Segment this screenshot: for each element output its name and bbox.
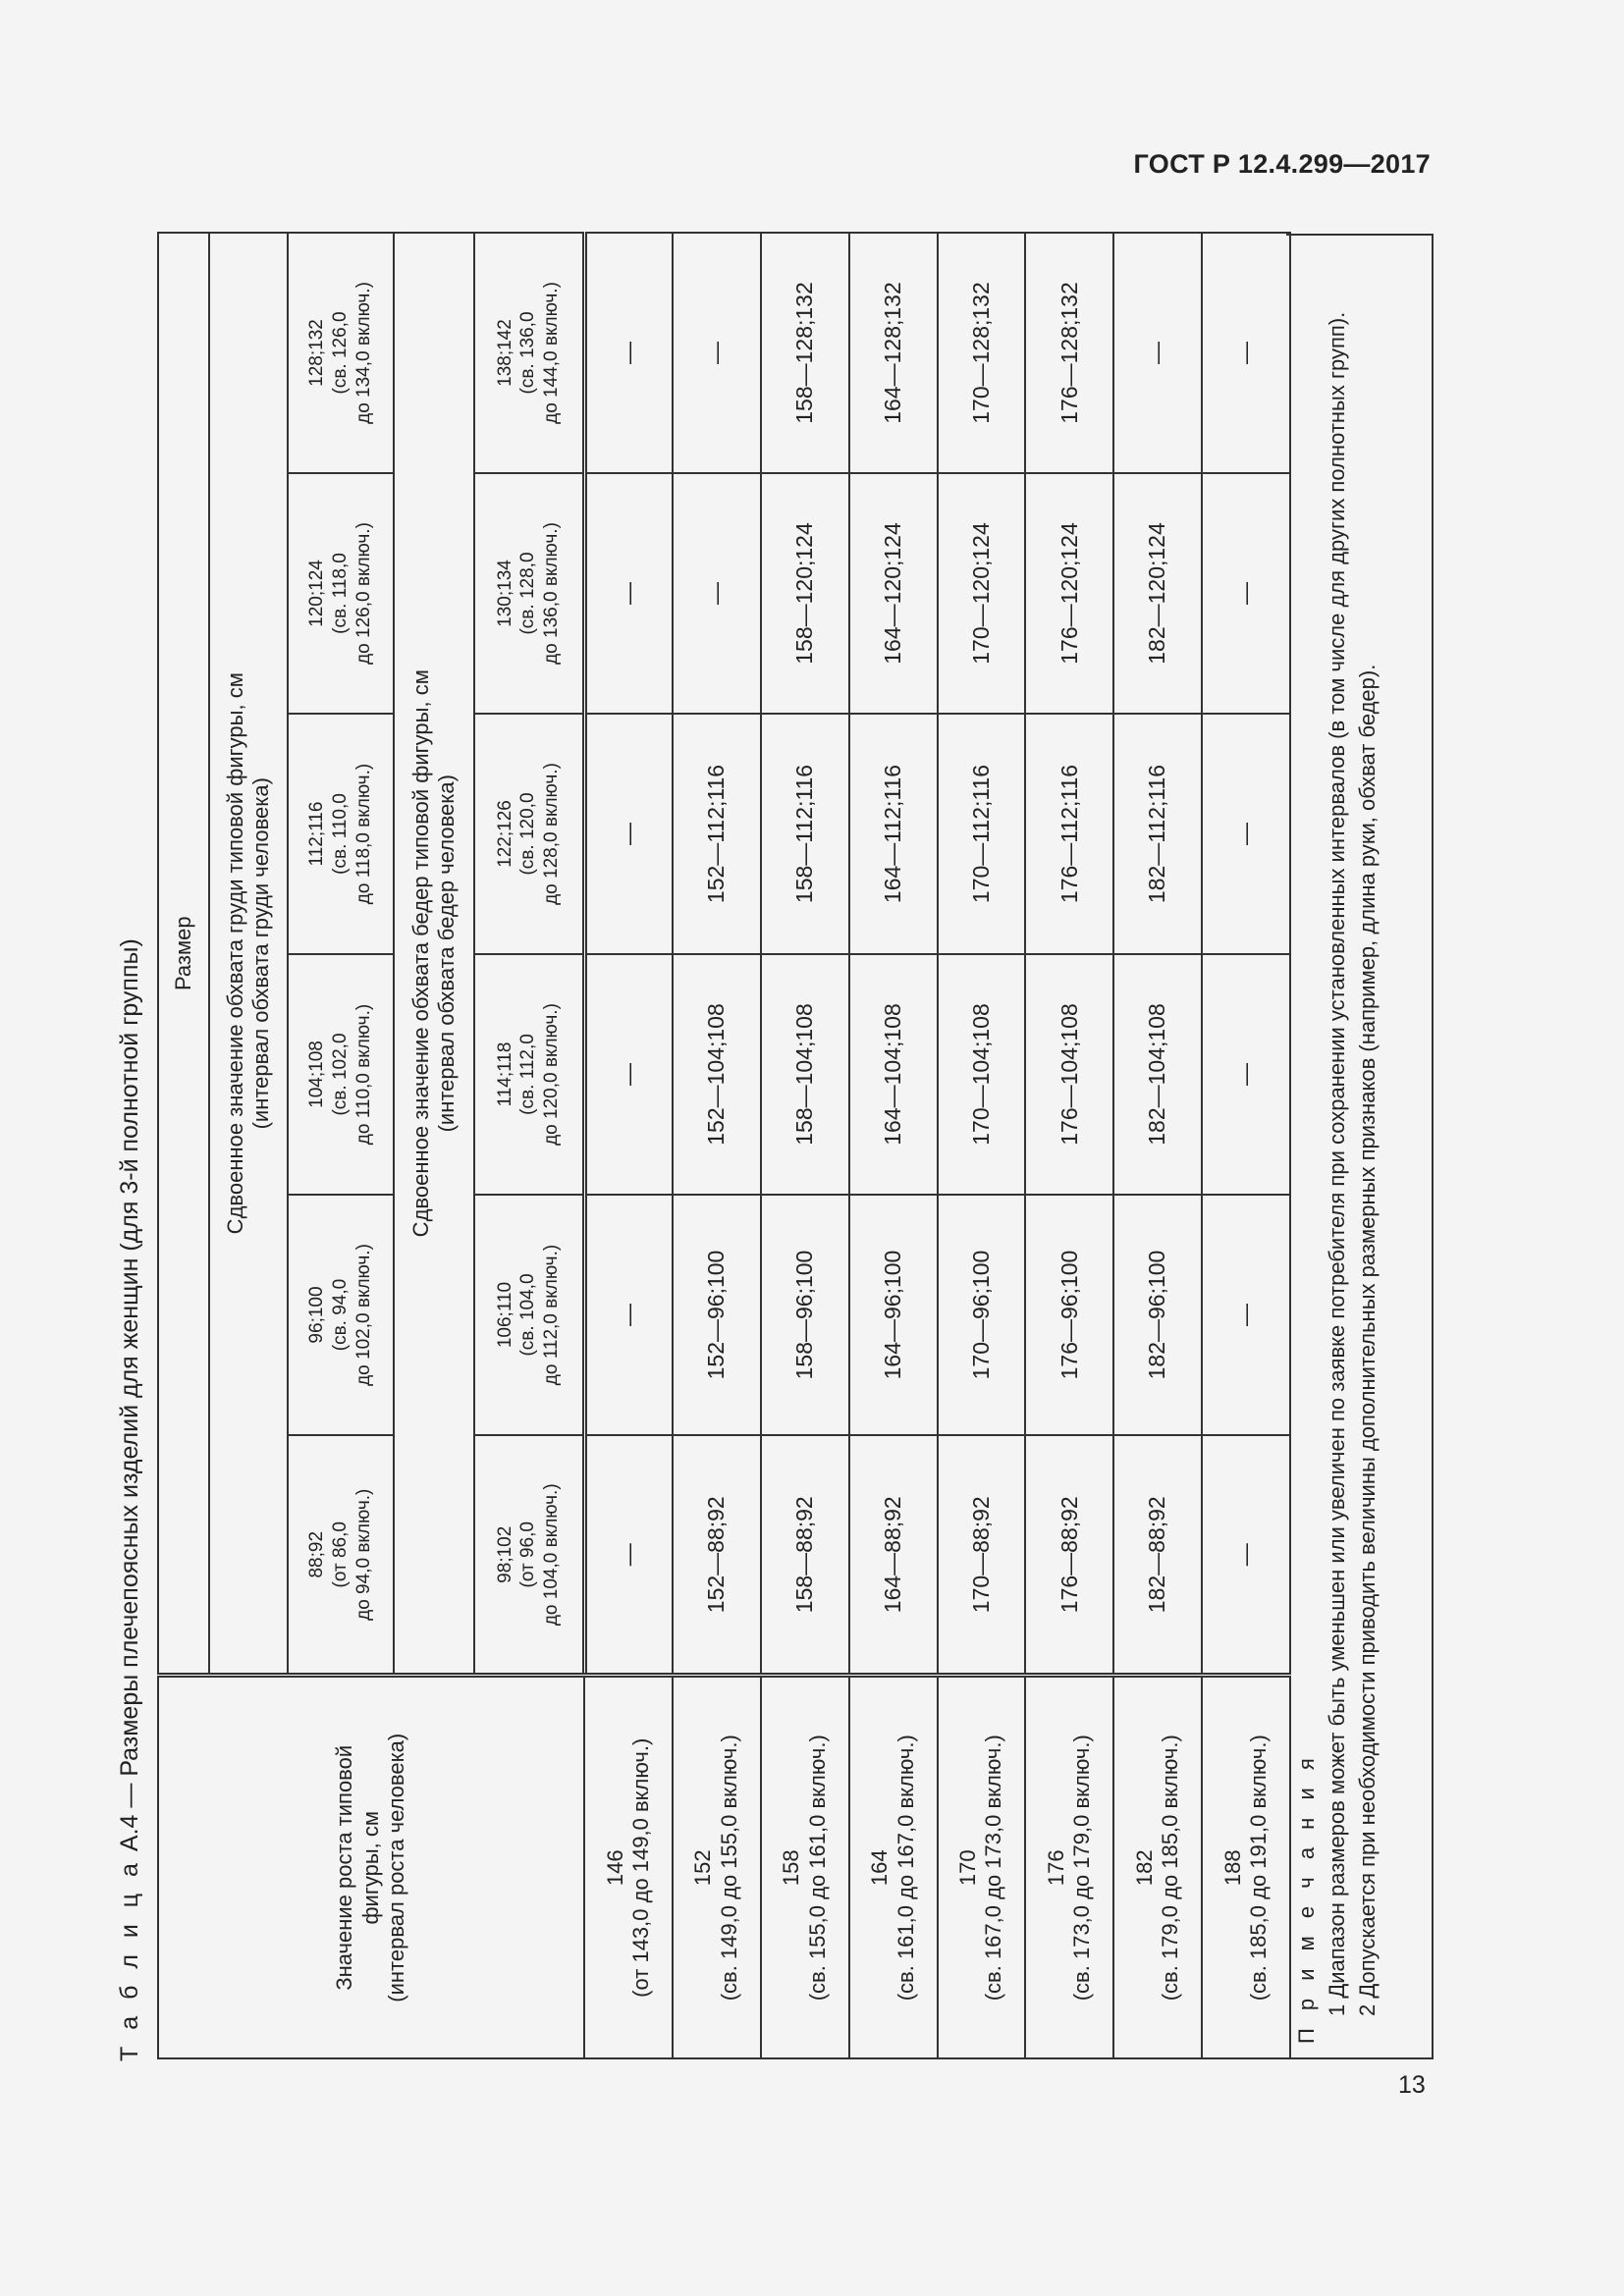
notes-title: П р и м е ч а н и я — [1294, 1752, 1319, 2044]
size-cell: 182—120;124 — [1113, 473, 1202, 714]
hip-value: 114;118 (св. 112,0 до 120,0 включ.) — [474, 954, 584, 1195]
height-header-cell — [158, 1676, 584, 2058]
size-cell: 158—96;100 — [761, 1195, 849, 1435]
size-cell: 176—96;100 — [1025, 1195, 1113, 1435]
chest-value: 112;116 (св. 110,0 до 118,0 включ.) — [288, 714, 394, 954]
size-cell: 158—112;116 — [761, 714, 849, 954]
hip-value: 130;134 (св. 128,0 до 136,0 включ.) — [474, 473, 584, 714]
size-cell: 170—88;92 — [938, 1435, 1026, 1676]
size-cell: 182—112;116 — [1113, 714, 1202, 954]
size-cell: 158—120;124 — [761, 473, 849, 714]
size-cell: 182—104;108 — [1113, 954, 1202, 1195]
chest-value: 104;108 (св. 102,0 до 110,0 включ.) — [288, 954, 394, 1195]
size-cell: 152—104;108 — [673, 954, 761, 1195]
size-cell: — — [1113, 233, 1202, 473]
hip-header: Сдвоенное значение обхвата бедер типовой фигуры, см (интервал обхвата бедер человека) — [394, 233, 474, 1676]
height-cell: 170 (св. 167,0 до 173,0 включ.) — [938, 1676, 1026, 2058]
size-cell: — — [584, 473, 673, 714]
hip-value: 122;126 (св. 120,0 до 128,0 включ.) — [474, 714, 584, 954]
size-cell: — — [584, 233, 673, 473]
size-cell: — — [584, 714, 673, 954]
size-cell: 182—96;100 — [1113, 1195, 1202, 1435]
hip-value: 106;110 (св. 104,0 до 112,0 включ.) — [474, 1195, 584, 1435]
height-cell: 146 (от 143,0 до 149,0 включ.) — [584, 1676, 673, 2058]
chest-value: 88;92 (от 86,0 до 94,0 включ.) — [288, 1435, 394, 1676]
size-cell: — — [673, 233, 761, 473]
size-cell: 164—104;108 — [849, 954, 938, 1195]
note-item: 2 Допускается при необходимости приводить величины дополнительных размерных признаков (например, длина руки, обхват бедер). — [1354, 664, 1380, 2016]
size-cell: 164—88;92 — [849, 1435, 938, 1676]
caption-title: А.4 — Размеры плечепоясных изделий для женщин (для 3-й полнотной группы) — [116, 938, 143, 1859]
size-cell: — — [584, 1435, 673, 1676]
size-cell: 176—112;116 — [1025, 714, 1113, 954]
table-row — [849, 233, 938, 2058]
table-row — [1025, 233, 1113, 2058]
size-cell: 164—96;100 — [849, 1195, 938, 1435]
size-cell: 164—128;132 — [849, 233, 938, 473]
size-header: Размер — [158, 233, 209, 1676]
chest-header: Сдвоенное значение обхвата груди типовой фигуры, см (интервал обхвата груди человека) — [209, 233, 288, 1676]
size-cell: — — [1202, 233, 1290, 473]
table-row — [584, 233, 673, 2058]
table-caption — [116, 938, 144, 2061]
height-cell: 152 (св. 149,0 до 155,0 включ.) — [673, 1676, 761, 2058]
table-row — [673, 233, 761, 2058]
size-cell: 176—128;132 — [1025, 233, 1113, 473]
height-cell: 188 (св. 185,0 до 191,0 включ.) — [1202, 1676, 1290, 2058]
size-cell: 152—96;100 — [673, 1195, 761, 1435]
height-cell: 182 (св. 179,0 до 185,0 включ.) — [1113, 1676, 1202, 2058]
table-notes — [1286, 234, 1434, 2059]
size-table — [157, 232, 1291, 2059]
page-number: 13 — [1398, 2071, 1426, 2099]
chest-value: 120;124 (св. 118,0 до 126,0 включ.) — [288, 473, 394, 714]
size-cell: — — [1202, 1195, 1290, 1435]
size-cell: — — [1202, 714, 1290, 954]
size-cell: — — [1202, 954, 1290, 1195]
size-cell: — — [1202, 473, 1290, 714]
size-cell: 182—88;92 — [1113, 1435, 1202, 1676]
chest-value: 128;132 (св. 126,0 до 134,0 включ.) — [288, 233, 394, 473]
size-cell: — — [584, 1195, 673, 1435]
hip-value: 98;102 (от 96,0 до 104,0 включ.) — [474, 1435, 584, 1676]
size-cell: 170—112;116 — [938, 714, 1026, 954]
size-cell: 152—88;92 — [673, 1435, 761, 1676]
rotated-table-block — [108, 221, 1434, 2061]
table-row — [938, 233, 1026, 2058]
size-cell: 164—112;116 — [849, 714, 938, 954]
size-cell: 170—96;100 — [938, 1195, 1026, 1435]
size-cell: 152—112;116 — [673, 714, 761, 954]
size-cell: — — [1202, 1435, 1290, 1676]
size-cell: 170—128;132 — [938, 233, 1026, 473]
note-item: 1 Диапазон размеров может быть уменьшен или увеличен по заявке потребителя при сохранении установленных интервалов (в том числе для других полнотных групп). — [1324, 311, 1349, 2016]
size-cell: 170—120;124 — [938, 473, 1026, 714]
caption-prefix: Т а б л и ц а — [116, 1858, 143, 2061]
chest-value: 96;100 (св. 94,0 до 102,0 включ.) — [288, 1195, 394, 1435]
size-cell: 164—120;124 — [849, 473, 938, 714]
height-cell: 176 (св. 173,0 до 179,0 включ.) — [1025, 1676, 1113, 2058]
height-header-label: Значение роста типовой фигуры, см (интервал роста человека) — [332, 1733, 409, 2002]
hip-value: 138;142 (св. 136,0 до 144,0 включ.) — [474, 233, 584, 473]
size-cell: — — [673, 473, 761, 714]
height-cell: 164 (св. 161,0 до 167,0 включ.) — [849, 1676, 938, 2058]
height-cell: 158 (св. 155,0 до 161,0 включ.) — [761, 1676, 849, 2058]
size-cell: 176—104;108 — [1025, 954, 1113, 1195]
size-cell: 176—120;124 — [1025, 473, 1113, 714]
size-cell: — — [584, 954, 673, 1195]
size-cell: 158—104;108 — [761, 954, 849, 1195]
table-row — [761, 233, 849, 2058]
size-cell: 158—88;92 — [761, 1435, 849, 1676]
size-cell: 176—88;92 — [1025, 1435, 1113, 1676]
table-row — [1202, 233, 1290, 2058]
size-cell: 158—128;132 — [761, 233, 849, 473]
table-row — [1113, 233, 1202, 2058]
size-cell: 170—104;108 — [938, 954, 1026, 1195]
document-code: ГОСТ Р 12.4.299—2017 — [1133, 149, 1431, 179]
